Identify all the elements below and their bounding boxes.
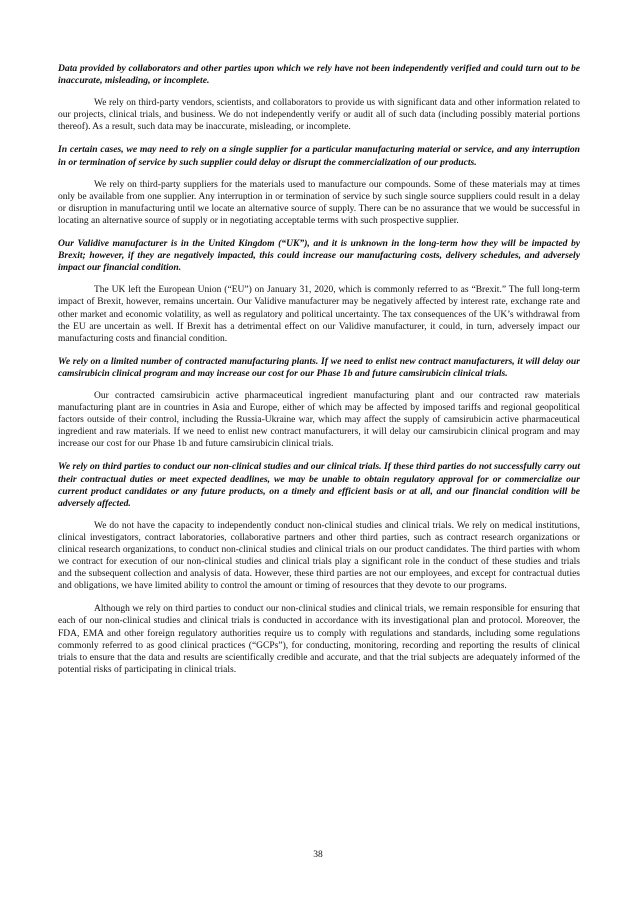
risk-heading: Data provided by collaborators and other parties upon which we rely have not been independently verified and could turn out to be inaccurate, misleading, or incomplete. [58, 63, 580, 87]
page-number: 38 [313, 850, 323, 860]
body-paragraph: We rely on third-party vendors, scientists, and collaborators to provide us with significant data and other information related to our projects, clinical trials, and business. We do not independently verify or audit all of such data (including possibly material portions thereof). As a result, such data may be inaccurate, misleading, or incomplete. [58, 98, 580, 133]
risk-heading: We rely on a limited number of contracted manufacturing plants. If we need to enlist new contract manufacturers, it will delay our camsirubicin clinical program and may increase our cost for our Phase 1b and future camsirubicin clinical trials. [58, 355, 580, 379]
body-paragraph: We do not have the capacity to independently conduct non-clinical studies and clinical trials. We rely on medical institutions, clinical investigators, contract laboratories, collaborative partners and other third parties, such as contract research organizations or clinical research organizations, to conduct non-clinical studies and clinical trials on our product candidates. The third parties with whom we contract for execution of our non-clinical studies and clinical trials play a significant role in the conduct of these studies and trials and the subsequent collection and analysis of data. However, these third parties are not our employees, and except for contractual duties and obligations, we have limited ability to control the amount or timing of resources that they devote to our programs. [58, 520, 580, 592]
document-body [58, 63, 580, 687]
risk-heading: Our Validive manufacturer is in the United Kingdom (“UK”), and it is unknown in the long-term how they will be impacted by Brexit; however, if they are negatively impacted, this could increase our manufacturing costs, delivery schedules, and adversely impact our financial condition. [58, 238, 580, 274]
risk-heading: In certain cases, we may need to rely on a single supplier for a particular manufacturing material or service, and any interruption in or termination of service by such supplier could delay or disrupt the commercialization of our products. [58, 144, 580, 168]
body-paragraph: We rely on third-party suppliers for the materials used to manufacture our compounds. Some of these materials may at times only be available from one supplier. Any interruption in or termination of service by such single source suppliers could result in a delay or disruption in manufacturing until we locate an alternative source of supply. There can be no assurance that we would be successful in locating an alternative source of supply or in negotiating acceptable terms with such prospective supplier. [58, 179, 580, 226]
body-paragraph: Our contracted camsirubicin active pharmaceutical ingredient manufacturing plant and our contracted raw materials manufacturing plant are in countries in Asia and Europe, either of which may be affected by imposed tariffs and regional geopolitical factors outside of their control, including the Russia-Ukraine war, which may affect the supply of camsirubicin active pharmaceutical ingredient and raw materials. If we need to enlist new contract manufacturers, it will delay our camsirubicin clinical program and may increase our cost for our Phase 1b and future camsirubicin clinical trials. [58, 390, 580, 450]
body-paragraph: The UK left the European Union (“EU”) on January 31, 2020, which is commonly referred to as “Brexit.” The full long-term impact of Brexit, however, remains uncertain. Our Validive manufacturer may be negatively affected by interest rate, exchange rate and other market and economic volatility, as well as regulatory and political uncertainty. The tax consequences of the UK’s withdrawal from the EU are uncertain as well. If Brexit has a detrimental effect on our Validive manufacturer, it could, in turn, adversely impact our manufacturing costs and financial condition. [58, 285, 580, 344]
body-paragraph: Although we rely on third parties to conduct our non-clinical studies and clinical trials, we remain responsible for ensuring that each of our non-clinical studies and clinical trials is conducted in accordance with its investigational plan and protocol. Moreover, the FDA, EMA and other foreign regulatory authorities require us to comply with regulations and standards, including some regulations commonly referred to as good clinical practices (“GCPs”), for conducting, monitoring, recording and reporting the results of clinical trials to ensure that the data and results are scientifically credible and accurate, and that the trial subjects are adequately informed of the potential risks of participating in clinical trials. [58, 604, 580, 675]
risk-heading: We rely on third parties to conduct our non-clinical studies and our clinical trials. If these third parties do not successfully carry out their contractual duties or meet expected deadlines, we may be unable to obtain regulatory approval for or commercialize our current product candidates or any future products, on a timely and efficient basis or at all, and our financial condition will be adversely affected. [58, 461, 580, 509]
